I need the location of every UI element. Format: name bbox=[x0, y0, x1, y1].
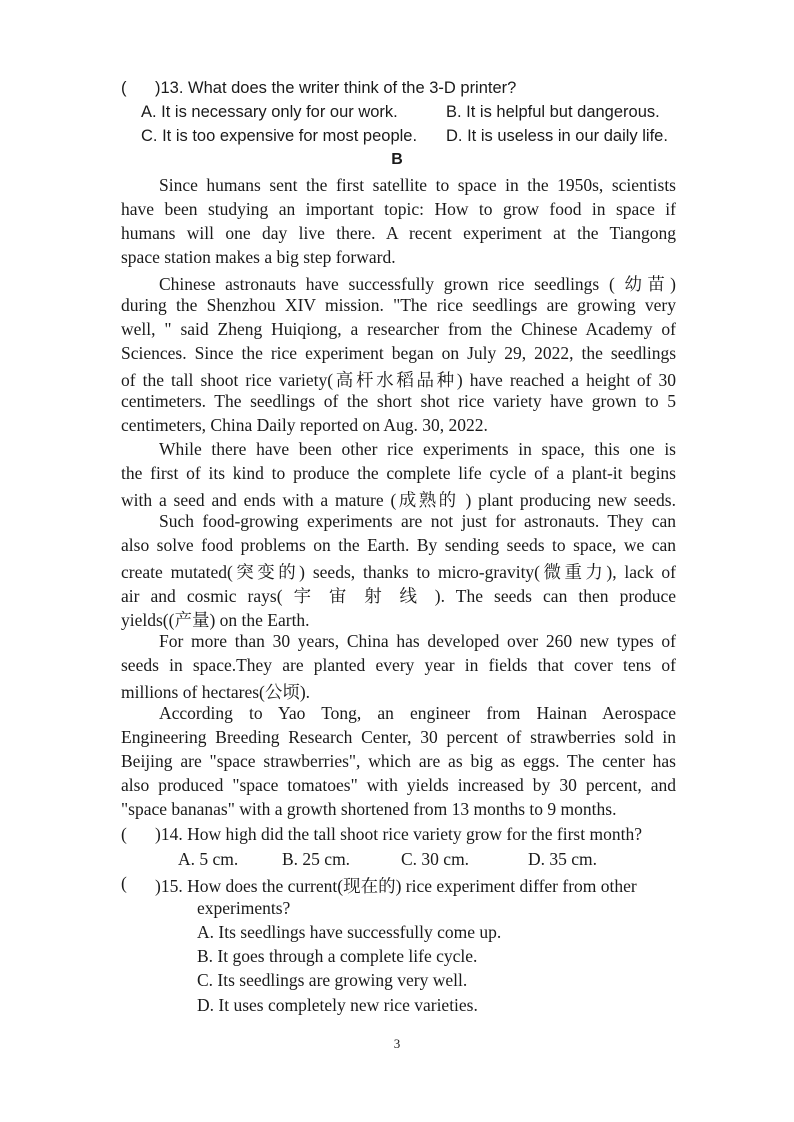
text-line: have been studying an important topic: How to grow food in space if bbox=[121, 199, 676, 219]
text-line: millions of hectares(公顷). bbox=[121, 682, 311, 702]
text-line: well, " said Zheng Huiqiong, a researcher from the Chinese Academy of bbox=[121, 319, 676, 339]
text-line: create mutated(突变的) seeds, thanks to micro-gravity(微重力), lack of bbox=[121, 562, 676, 582]
text-line: Sciences. Since the rice experiment began on July 29, 2022, the seedlings bbox=[121, 343, 676, 363]
page-number: 3 bbox=[393, 1036, 401, 1051]
text-line: space station makes a big step forward. bbox=[121, 247, 396, 267]
text-line: air and cosmic rays( 宇 宙 射 线 ). The seeds can then produce bbox=[121, 586, 676, 606]
option-d: D. It is useless in our daily life. bbox=[446, 127, 668, 145]
question-stem: )14. How high did the tall shoot rice variety grow for the first month? bbox=[155, 824, 642, 844]
option-b: B. It goes through a complete life cycle. bbox=[197, 946, 478, 966]
text-line: during the Shenzhou XIV mission. "The rice seedlings are growing very bbox=[121, 295, 676, 315]
option-d: D. 35 cm. bbox=[528, 849, 598, 869]
text-line: Since humans sent the first satellite to space in the 1950s, scientists bbox=[159, 175, 676, 195]
text-line: seeds in space.They are planted every year in fields that cover tens of bbox=[121, 655, 676, 675]
text-line: with a seed and ends with a mature (成熟的 ) plant producing new seeds. bbox=[121, 490, 676, 510]
text-line: Engineering Breeding Research Center, 30 percent of strawberries sold in bbox=[121, 727, 676, 747]
text-line: While there have been other rice experiments in space, this one is bbox=[159, 439, 676, 459]
option-b: B. It is helpful but dangerous. bbox=[446, 103, 660, 121]
option-c: C. Its seedlings are growing very well. bbox=[197, 970, 468, 990]
option-d: D. It uses completely new rice varieties. bbox=[197, 995, 478, 1015]
option-b: B. 25 cm. bbox=[282, 849, 351, 869]
text-line: humans will one day live there. A recent experiment at the Tiangong bbox=[121, 223, 676, 243]
question-stem: )13. What does the writer think of the 3-D printer? bbox=[155, 79, 517, 97]
question-stem: )15. How does the current(现在的) rice experiment differ from other bbox=[155, 876, 637, 896]
text-line: Beijing are "space strawberries", which are as big as eggs. The center has bbox=[121, 751, 676, 771]
option-a: A. 5 cm. bbox=[178, 849, 239, 869]
text-line: Chinese astronauts have successfully grown rice seedlings ( 幼苗) bbox=[159, 274, 676, 294]
text-line: "space bananas" with a growth shortened from 13 months to 9 months. bbox=[121, 799, 617, 819]
text-line: For more than 30 years, China has developed over 260 new types of bbox=[159, 631, 676, 651]
text-line: centimeters. The seedlings of the short shot rice variety have grown to 5 bbox=[121, 391, 676, 411]
text-line: of the tall shoot rice variety(高杆水稻品种) have reached a height of 30 bbox=[121, 370, 676, 390]
text-line: Such food-growing experiments are not just for astronauts. They can bbox=[159, 511, 676, 531]
question-stem-continued: experiments? bbox=[197, 898, 291, 918]
answer-paren[interactable]: ( bbox=[121, 824, 127, 844]
option-c: C. 30 cm. bbox=[401, 849, 470, 869]
text-line: According to Yao Tong, an engineer from Hainan Aerospace bbox=[159, 703, 676, 723]
option-a: A. Its seedlings have successfully come up. bbox=[197, 922, 502, 942]
answer-paren[interactable]: ( bbox=[121, 873, 127, 893]
section-heading: B bbox=[391, 151, 403, 168]
answer-paren[interactable]: ( bbox=[121, 79, 127, 97]
text-line: centimeters, China Daily reported on Aug. 30, 2022. bbox=[121, 415, 488, 435]
text-line: also solve food problems on the Earth. By sending seeds to space, we can bbox=[121, 535, 676, 555]
option-c: C. It is too expensive for most people. bbox=[141, 127, 418, 145]
text-line: yields((产量) on the Earth. bbox=[121, 610, 310, 630]
text-line: the first of its kind to produce the complete life cycle of a plant-it begins bbox=[121, 463, 676, 483]
text-line: also produced "space tomatoes" with yields increased by 30 percent, and bbox=[121, 775, 676, 795]
option-a: A. It is necessary only for our work. bbox=[141, 103, 398, 121]
